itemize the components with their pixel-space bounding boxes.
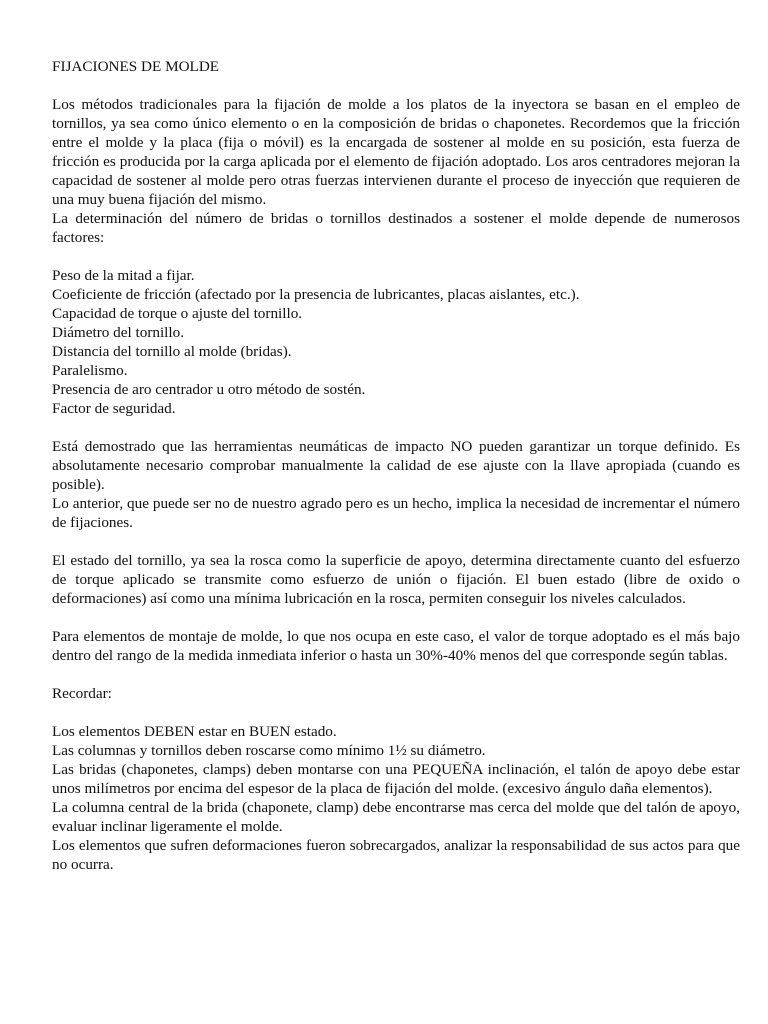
remember-item: Las columnas y tornillos deben roscarse como mínimo 1½ su diámetro.	[52, 742, 486, 759]
factor-item: Diámetro del tornillo.	[52, 324, 185, 341]
remember-item: La columna central de la brida (chaponete, clamp) debe encontrarse mas cerca del molde que del talón de apoyo, evaluar inclinar ligeramente el molde.	[52, 799, 740, 835]
spacer	[52, 608, 740, 627]
remember-item: Los elementos que sufren deformaciones fueron sobrecargados, analizar la responsabilidad de sus actos para que no ocurra.	[52, 837, 740, 873]
factor-item: Paralelismo.	[52, 362, 128, 379]
document-title: FIJACIONES DE MOLDE	[52, 58, 220, 75]
document-page	[52, 57, 740, 874]
pneumatic-tools-paragraph: Está demostrado que las herramientas neumáticas de impacto NO pueden garantizar un torque definido. Es absolutamente necesario comprobar manualmente la calidad de ese ajuste con la llave apropiada (cuando es posible).	[52, 438, 740, 493]
factor-item: Coeficiente de fricción (afectado por la presencia de lubricantes, placas aislantes, etc.).	[52, 286, 580, 303]
spacer	[52, 703, 740, 722]
factor-item: Capacidad de torque o ajuste del tornillo.	[52, 305, 303, 322]
fixations-count-paragraph: Lo anterior, que puede ser no de nuestro agrado pero es un hecho, implica la necesidad de incrementar el número de fijaciones.	[52, 495, 740, 531]
spacer	[52, 247, 740, 266]
screw-state-paragraph: El estado del tornillo, ya sea la rosca como la superficie de apoyo, determina directamente cuanto del esfuerzo de torque aplicado se transmite como esfuerzo de unión o fijación. El buen estado (libre de oxido o deformaciones) así como una mínima lubricación en la rosca, permiten conseguir los niveles calculados.	[52, 552, 740, 607]
remember-heading: Recordar:	[52, 685, 112, 702]
intro-paragraph-factors: La determinación del número de bridas o tornillos destinados a sostener el molde depende de numerosos factores:	[52, 210, 740, 246]
remember-item: Los elementos DEBEN estar en BUEN estado.	[52, 723, 337, 740]
factor-item: Factor de seguridad.	[52, 400, 176, 417]
remember-list	[52, 722, 740, 874]
intro-paragraph-fixation: Los métodos tradicionales para la fijación de molde a los platos de la inyectora se basan en el empleo de tornillos, ya sea como único elemento o en la composición de bridas o chaponetes. Recordemos que la fricción entre el molde y la placa (fija o móvil) es la encargada de sostener al molde en su posición, esta fuerza de fricción es producida por la carga aplicada por el elemento de fijación adoptado. Los aros centradores mejoran la capacidad de sostener al molde pero otras fuerzas intervienen durante el proceso de inyección que requieren de una muy buena fijación del mismo.	[52, 96, 740, 208]
factor-item: Presencia de aro centrador u otro método de sostén.	[52, 381, 366, 398]
spacer	[52, 532, 740, 551]
remember-item: Las bridas (chaponetes, clamps) deben montarse con una PEQUEÑA inclinación, el talón de apoyo debe estar unos milímetros por encima del espesor de la placa de fijación del molde. (excesivo ángulo daña elementos).	[52, 761, 740, 797]
factor-item: Peso de la mitad a fijar.	[52, 267, 195, 284]
spacer	[52, 665, 740, 684]
spacer	[52, 418, 740, 437]
factors-list	[52, 266, 740, 418]
torque-note-paragraph: Para elementos de montaje de molde, lo que nos ocupa en este caso, el valor de torque adoptado es el más bajo dentro del rango de la medida inmediata inferior o hasta un 30%-40% menos del que corresponde según tablas.	[52, 628, 740, 664]
factor-item: Distancia del tornillo al molde (bridas).	[52, 343, 292, 360]
